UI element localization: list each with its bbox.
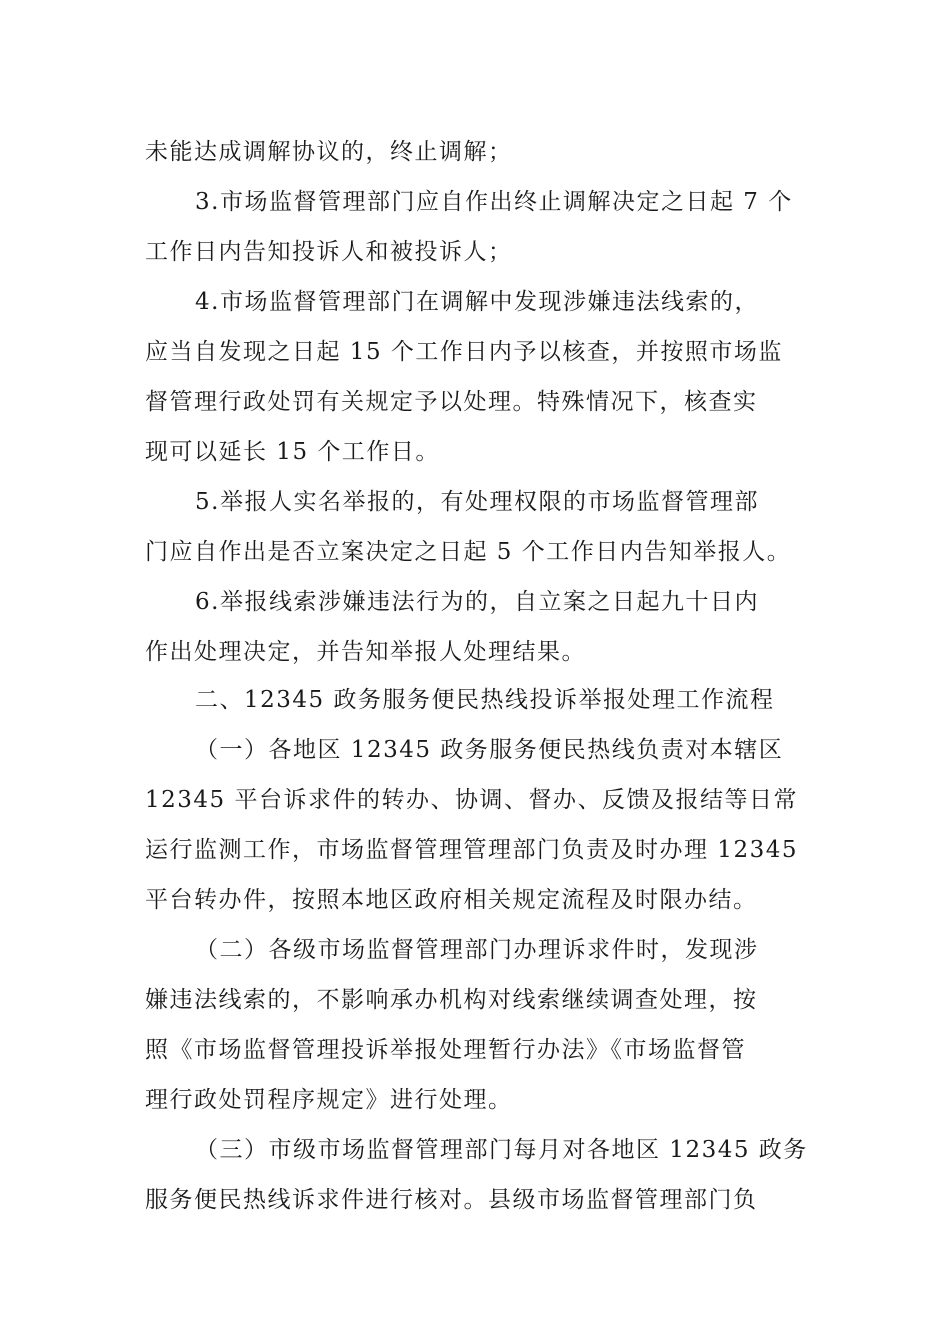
text-line: 督管理行政处罚有关规定予以处理。特殊情况下，核查实 [145, 389, 758, 415]
text-line: （二）各级市场监督管理部门办理诉求件时，发现涉 [195, 937, 759, 963]
text-line: 应当自发现之日起 15 个工作日内予以核查，并按照市场监 [145, 339, 783, 365]
text-line: 6.举报线索涉嫌违法行为的，自立案之日起九十日内 [195, 589, 759, 615]
section-heading: 二、12345 政务服务便民热线投诉举报处理工作流程 [195, 687, 775, 713]
text-line: 作出处理决定，并告知举报人处理结果。 [145, 639, 586, 665]
text-line: 服务便民热线诉求件进行核对。县级市场监督管理部门负 [145, 1187, 758, 1213]
text-line: （三）市级市场监督管理部门每月对各地区 12345 政务 [195, 1137, 808, 1163]
text-line: （一）各地区 12345 政务服务便民热线负责对本辖区 [195, 737, 784, 763]
text-line: 运行监测工作，市场监督管理管理部门负责及时办理 12345 [145, 837, 798, 863]
text-line: 理行政处罚程序规定》进行处理。 [145, 1087, 513, 1113]
text-line: 照《市场监督管理投诉举报处理暂行办法》《市场监督管 [145, 1037, 746, 1063]
text-line: 工作日内告知投诉人和被投诉人； [145, 239, 513, 265]
text-line: 4.市场监督管理部门在调解中发现涉嫌违法线索的， [195, 289, 759, 315]
text-line: 3.市场监督管理部门应自作出终止调解决定之日起 7 个 [195, 189, 793, 215]
text-line: 嫌违法线索的，不影响承办机构对线索继续调查处理，按 [145, 987, 758, 1013]
text-line: 现可以延长 15 个工作日。 [145, 439, 440, 465]
text-line: 12345 平台诉求件的转办、协调、督办、反馈及报结等日常 [145, 787, 798, 813]
text-line: 未能达成调解协议的，终止调解； [145, 139, 513, 165]
text-line: 平台转办件，按照本地区政府相关规定流程及时限办结。 [145, 887, 758, 913]
text-line: 门应自作出是否立案决定之日起 5 个工作日内告知举报人。 [145, 539, 792, 565]
text-line: 5.举报人实名举报的，有处理权限的市场监督管理部 [195, 489, 759, 515]
